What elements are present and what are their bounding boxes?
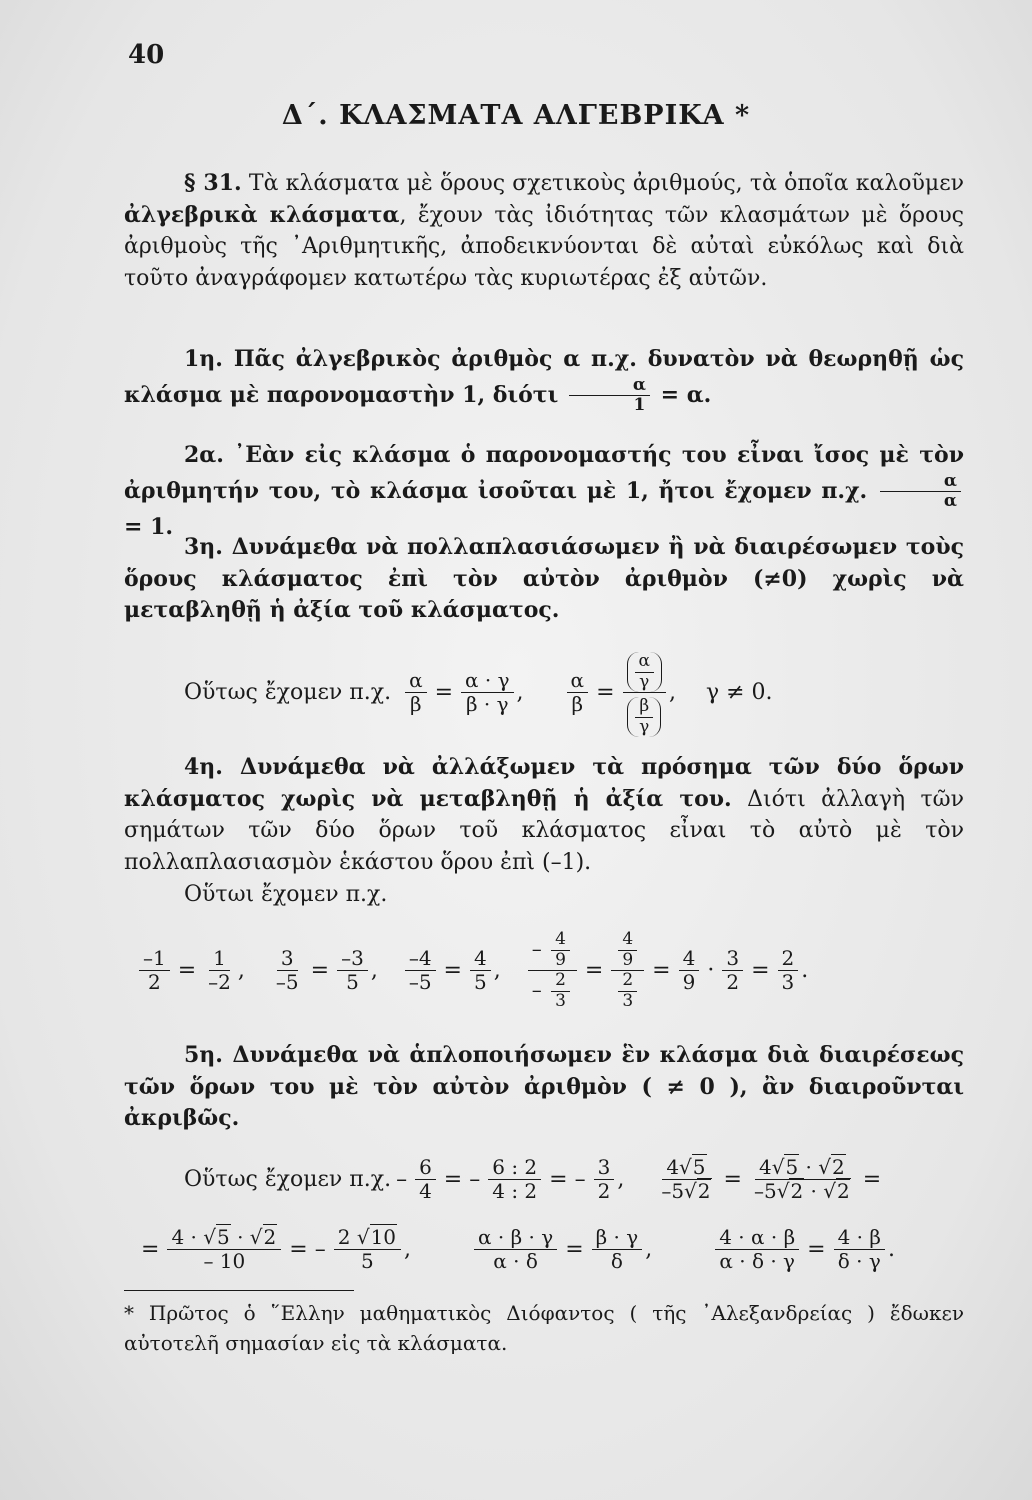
fraction-numerator: α [567,669,589,693]
fraction-denominator: 9 [682,970,696,995]
fraction [618,971,637,1011]
property-3-text: Δυνάμεθα νὰ πολλαπλασιάσωμεν ἢ νὰ διαιρέσωμεν τοὺς ὅρους κλάσματος ἐπὶ τὸν αὐτὸν ἀριθμὸν (≠0) χωρὶς νὰ μεταβληθῇ ἡ ἀξία τοῦ κλάσματος. [124,534,964,624]
fraction-denominator: –5 [408,970,432,995]
fraction-denominator: β [571,692,584,717]
equals-sign: = [862,1167,882,1192]
square-root [818,1156,845,1179]
example-label: Οὕτως ἔχομεν π.χ. [184,680,392,706]
fraction-numerator: – $\frac{4}{9}$ [528,930,577,971]
radicand: 2 [263,1225,277,1249]
fraction-denominator: 1 [633,395,646,416]
fraction-denominator: 4 [419,1179,432,1203]
coefficient: 2 [337,1225,357,1249]
example-label: Οὕτως ἔχομεν π.χ. [184,1167,392,1192]
square-root [684,1180,711,1203]
fraction-numerator: α [635,652,654,673]
fraction-denominator: – $\frac{2}{3}$ [528,971,577,1011]
property-3-label: 3η. [184,534,223,560]
fraction [470,947,491,994]
equals-sign: = [723,1167,742,1192]
fraction [474,1226,557,1273]
coefficient: –5 [753,1179,777,1203]
fraction-numerator: –4 [405,947,436,971]
property-4-text: Διότι ἀλλαγὴ τῶν σημάτων τῶν δύο ὅρων τοῦ κλάσματος εἶναι τὸ αὐτὸ μὲ τὸν πολλαπλασιασμὸν ἑκάστου ὅρου ἐπὶ (–1). [124,786,965,876]
fraction-denominator: 3 [781,970,795,995]
fraction-numerator [611,930,644,971]
fraction-numerator [662,1156,710,1180]
fraction-numerator: 3 [722,947,743,971]
equals-sign: = [310,958,330,984]
comma: , [404,1237,412,1262]
equals-sign: = [443,958,462,984]
comma: , [617,1167,625,1192]
property-1-tail: = α. [652,381,712,408]
intro-term: ἀλγεβρικὰ κλάσματα [124,201,400,228]
equals-sign: = [807,1237,826,1262]
radicand: 2 [790,1179,804,1203]
fraction-numerator [623,648,666,693]
intro-paragraph [124,168,964,295]
fraction-numerator: 2 [551,971,570,992]
parenthesized-fraction [627,697,661,737]
equals-sign: = [177,958,197,984]
fraction-numerator: 4 · α · β [715,1226,799,1250]
equals-sign: = – [289,1237,326,1262]
fraction-numerator: β · γ [592,1226,643,1250]
fraction [551,930,570,970]
fraction-denominator: δ [610,1249,623,1273]
fraction [461,669,514,716]
fraction [592,1226,643,1273]
property-2-text: ᾿Εὰν εἰς κλάσμα ὁ παρονομαστής του εἶναι ἴσος μὲ τὸν ἀριθμητήν του, τὸ κλάσμα ἰσοῦται μὲ 1, ἤτοι ἔχομεν π.χ. [124,442,964,504]
property-1-text: Πᾶς ἀλγεβρικὸς ἀριθμὸς α π.χ. δυνατὸν νὰ θεωρηθῇ ὡς κλάσμα μὲ παρονομαστὴν 1, διότι [124,346,964,408]
period: . [801,958,809,984]
equals-sign: = [652,958,671,984]
equals-sign: = [434,680,454,706]
fraction-numerator: –1 [139,947,170,971]
fraction [722,947,743,994]
fraction-denominator [623,693,665,737]
condition: γ ≠ 0. [705,680,773,706]
fraction-numerator [334,1226,401,1250]
fraction [679,947,700,994]
comma: , [645,1237,653,1262]
chapter-title: Δ΄. ΚΛΑΣΜΑΤΑ ΑΛΓΕΒΡΙΚΑ * [281,100,751,131]
comma: , [370,958,378,984]
fraction [834,1226,885,1273]
fraction-denominator: 3 [555,990,566,1011]
square-root [777,1180,804,1203]
property-4 [124,752,964,910]
fraction-denominator: 3 [622,990,634,1011]
fraction-numerator: 4 · β [834,1226,885,1250]
property-5-example-line-2 [136,1226,895,1273]
fraction [657,1156,715,1203]
comma: , [668,680,676,706]
fraction-numerator: 4 [679,947,700,971]
fraction [204,947,235,994]
equals-sign: = [596,680,615,706]
radicand: 5 [692,1155,706,1179]
fraction-denominator: –5 [275,970,299,995]
fraction-denominator: 9 [555,949,566,970]
property-4-example-label: Οὕτωι ἔχομεν π.χ. [184,881,388,907]
fraction [715,1226,799,1273]
radicand: 5 [785,1155,799,1179]
square-root [772,1156,799,1179]
comma: , [493,958,501,984]
coefficient: 4 [666,1155,680,1179]
property-5-text: Δυνάμεθα νὰ ἁπλοποιήσωμεν ἓν κλάσμα διὰ διαιρέσεως τῶν ὅρων του μὲ τὸν αὐτὸν ἀριθμὸν ( ≠ 0 ), ἂν διαιροῦνται ἀκριβῶς. [124,1042,964,1132]
property-4-bold-text: Δυνάμεθα νὰ ἀλλάξωμεν τὰ πρόσημα τῶν δύο ὅρων κλάσματος χωρὶς νὰ μεταβληθῇ ἡ ἀξία του. [124,754,964,812]
compound-fraction [611,930,644,1011]
fraction-numerator: 2 [618,971,637,992]
fraction-denominator: –2 [208,970,231,995]
coefficient: –5 [661,1179,685,1203]
fraction-denominator: 9 [622,949,634,970]
fraction-denominator [611,971,644,1011]
property-1-label: 1η. [184,346,223,372]
fraction-denominator: – 10 [203,1249,246,1273]
fraction-numerator: α [880,472,961,493]
fraction-denominator: 5 [361,1249,374,1273]
fraction-numerator: 3 [277,947,298,971]
property-3 [124,532,964,627]
fraction [167,1226,281,1273]
times-sign: · [707,958,715,984]
equals-sign: = [141,1237,160,1262]
fraction-numerator: α · β · γ [474,1226,557,1250]
fraction-denominator: –5√ 2 · √ 2 [750,1180,855,1203]
fraction [618,930,637,970]
fraction-numerator: 6 : 2 [488,1156,541,1180]
property-1-fraction [569,376,650,416]
property-4-label: 4η. [184,754,223,780]
fraction-numerator: α · γ [461,669,514,693]
intro-text-2: , ἔχουν τὰς ἰδιότητας τῶν κλασμάτων μὲ ὅρους ἀριθμοὺς τῆς ᾿Αριθμητικῆς, ἀποδεικνύονται δὲ αὐταὶ εὐκόλως καὶ διὰ τοῦτο ἀναγράφομεν κατωτέρω τὰς κυριωτέρας ἐξ αὐτῶν. [124,202,965,292]
fraction-denominator: γ [639,671,650,692]
fraction [635,652,654,692]
fraction-denominator: 5 [473,970,487,995]
equals-sign: = – [443,1167,481,1192]
fraction-numerator: β [635,697,653,718]
section-number: § 31. [184,170,242,196]
fraction [635,697,653,737]
coefficient: 4 · [171,1225,204,1249]
equals-sign: = [565,1237,584,1262]
property-1 [124,344,964,416]
fraction [551,971,570,1011]
square-root [250,1226,277,1249]
square-root [679,1156,706,1179]
fraction [567,669,589,716]
comma: , [516,680,524,706]
compound-fraction [623,648,666,737]
fraction-numerator: 1 [209,947,230,971]
property-5 [124,1040,964,1135]
fraction [405,947,436,994]
property-5-label: 5η. [184,1042,223,1068]
radicand: 5 [216,1225,230,1249]
fraction-numerator: α [569,376,650,397]
fraction-numerator: 4 [618,930,637,951]
footnote-divider [124,1290,354,1291]
radicand: 2 [697,1179,711,1203]
equals-sign: = – [549,1167,586,1192]
fraction-denominator: 2 [597,1179,611,1203]
property-2-label: 2α. [184,442,224,468]
fraction [139,947,170,994]
fraction-numerator: 4√ 5 · √ 2 [755,1156,850,1180]
intro-text-1: Τὰ κλάσματα μὲ ὅρους σχετικοὺς ἀριθμούς, τὰ ὁποῖα καλοῦμεν [241,171,964,196]
fraction [415,1156,436,1203]
fraction-numerator: α [405,669,427,693]
fraction-denominator [657,1180,715,1203]
page-number: 40 [128,40,165,70]
fraction-denominator: α · δ · γ [719,1249,796,1273]
radicand: 2 [832,1155,845,1179]
period: . [887,1237,895,1262]
fraction-numerator: –3 [337,947,368,971]
radicand: 10 [370,1225,397,1249]
property-2 [124,440,964,543]
fraction-numerator: 6 [415,1156,436,1180]
fraction-numerator: 2 [778,947,799,971]
coefficient: 4 [758,1155,772,1179]
fraction [594,1156,615,1203]
property-2-fraction [880,472,961,512]
property-2-tail: = 1. [124,513,174,540]
fraction-denominator: α [943,491,957,512]
fraction-denominator: 2 [726,970,740,995]
fraction [750,1156,855,1203]
fraction-denominator: β · γ [465,692,509,717]
fraction-denominator: δ · γ [837,1249,881,1273]
fraction [488,1156,541,1203]
square-root [357,1226,397,1249]
fraction [337,947,368,994]
fraction-numerator: 4 [551,930,570,951]
footnote: * Πρῶτος ὁ ῞Ελλην μαθηματικὸς Διόφαντος ( τῆς ᾿Αλεξανδρείας ) ἔδωκεν αὐτοτελῆ σημασίαν εἰς τὰ κλάσματα. [124,1301,964,1355]
fraction-denominator: 4 : 2 [492,1179,538,1203]
fraction [778,947,799,994]
property-5-example-line-1 [184,1156,886,1203]
fraction-numerator: 4 [470,947,491,971]
fraction [272,947,303,994]
comma: , [237,958,245,984]
radicand: 2 [837,1179,850,1203]
equals-sign: = [584,958,604,984]
fraction [405,669,427,716]
fraction-denominator: α · δ [493,1249,538,1273]
square-root [823,1180,850,1203]
square-root [203,1226,230,1249]
fraction-numerator: 3 [594,1156,615,1180]
fraction-numerator: 4 · √ 5 · √ 2 [167,1226,281,1250]
parenthesized-fraction [627,652,662,692]
property-3-example [184,648,773,737]
fraction-denominator: β [410,692,422,717]
compound-fraction [528,930,577,1011]
fraction-denominator: 5 [346,970,359,995]
fraction [334,1226,401,1273]
equals-sign: = [751,958,770,984]
property-4-example [136,930,808,1011]
fraction-denominator: 2 [148,970,161,995]
fraction-denominator: γ [639,716,650,737]
minus-sign: – [396,1167,408,1192]
